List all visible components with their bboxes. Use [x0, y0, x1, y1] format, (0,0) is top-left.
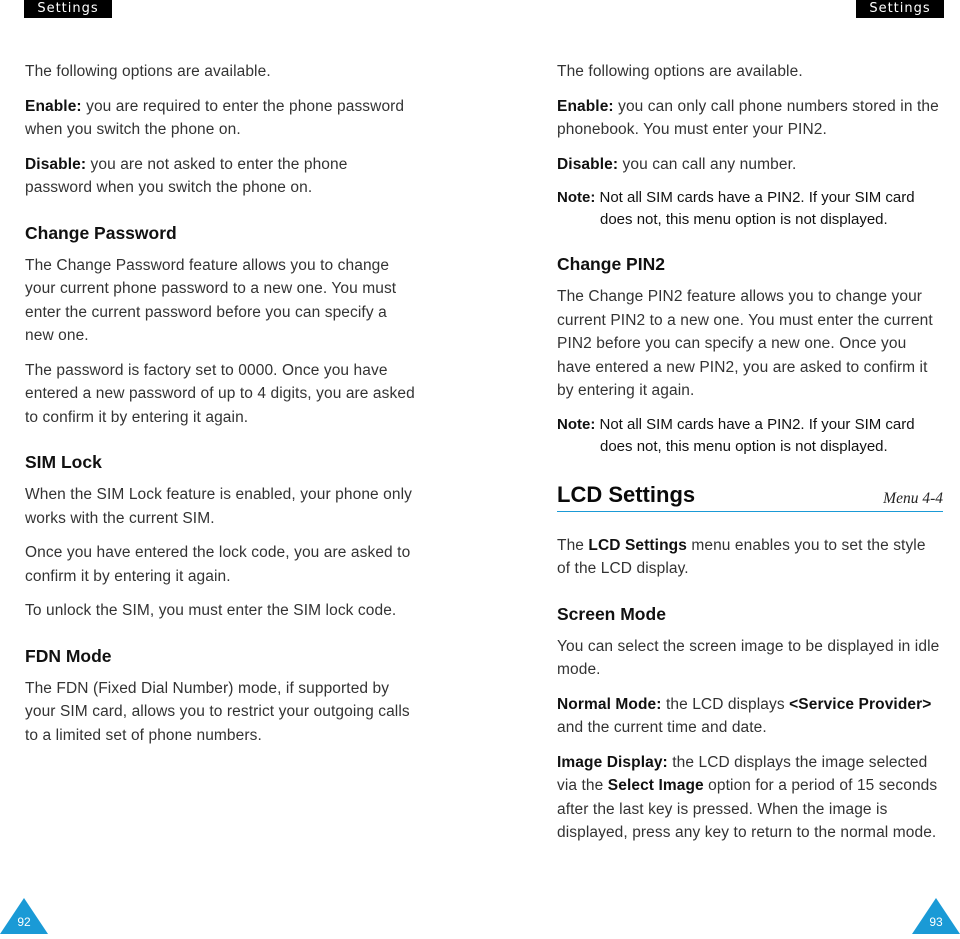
fdn-mode-heading: FDN Mode: [25, 645, 112, 666]
note-2-line-2: does not, this menu option is not displayed.: [600, 437, 888, 455]
normal-mode-text-post: and the current time and date.: [557, 719, 767, 736]
change-password-paragraph-1: The Change Password feature allows you to change your current phone password to a new one. You must enter the current password before you can specify a new one.: [25, 256, 397, 344]
lcd-menu-reference: Menu 4-4: [883, 489, 943, 507]
image-display-text-post: option for a period of 15 seconds after the last key is pressed. When the image is displayed, press any key to return to the normal mode.: [557, 777, 938, 841]
sim-lock-paragraph-3: To unlock the SIM, you must enter the SIM lock code.: [25, 602, 397, 619]
left-intro: The following options are available.: [25, 63, 271, 80]
image-display-option: [557, 751, 943, 845]
sim-lock-paragraph-1: When the SIM Lock feature is enabled, your phone only works with the current SIM.: [25, 486, 413, 527]
left-enable-option: [25, 95, 415, 142]
lcd-intro-bold: LCD Settings: [588, 536, 687, 554]
left-page-number-marker: [0, 898, 48, 934]
normal-mode-bold: <Service Provider>: [789, 695, 932, 713]
right-disable-label: Disable:: [557, 155, 619, 173]
normal-mode-label: Normal Mode:: [557, 695, 662, 713]
note-1-line-2: does not, this menu option is not displayed.: [600, 211, 888, 228]
change-password-heading: Change Password: [25, 222, 177, 243]
right-intro: The following options are available.: [557, 63, 803, 80]
note-1-label: Note:: [557, 189, 596, 206]
lcd-settings-section-header: [557, 482, 943, 512]
lcd-intro-post: menu enables you to set the style of the LCD display.: [557, 536, 926, 577]
image-display-text-pre: the LCD displays the image selected via the: [557, 753, 928, 794]
right-disable-text: you can call any number.: [618, 155, 797, 173]
change-password-paragraph-2: The password is factory set to 0000. Once you have entered a new password of up to 4 digits, you are asked to confirm it by entering it again.: [25, 361, 415, 426]
left-page-number: 92: [17, 915, 31, 929]
lcd-intro: [557, 534, 943, 581]
right-page-number-marker: [912, 898, 960, 934]
normal-mode-text-pre: the LCD displays: [661, 695, 790, 713]
image-display-label: Image Display:: [557, 753, 668, 771]
left-disable-text: you are not asked to enter the phone password when you switch the phone on.: [25, 155, 348, 196]
left-disable-option: [25, 153, 415, 200]
screen-mode-heading: Screen Mode: [557, 603, 666, 624]
change-pin2-paragraph: The Change PIN2 feature allows you to change your current PIN2 to a new one. You must enter the current PIN2 before you can specify a new one. Once you have entered a new PIN2, you are asked to confirm it by entering it again.: [557, 288, 933, 399]
lcd-settings-title: LCD Settings: [557, 481, 696, 507]
screen-mode-paragraph: You can select the screen image to be displayed in idle mode.: [557, 637, 940, 678]
pin2-note-1: [557, 187, 943, 231]
right-enable-text: you can only call phone numbers stored in the phonebook. You must enter your PIN2.: [557, 97, 939, 138]
right-page-number: 93: [929, 915, 943, 929]
fdn-mode-paragraph: The FDN (Fixed Dial Number) mode, if supported by your SIM card, allows you to restrict your outgoing calls to a limited set of phone numbers.: [25, 679, 410, 744]
right-enable-label: Enable:: [557, 97, 614, 115]
image-display-bold: Select Image: [607, 777, 704, 794]
left-page-column: [25, 60, 415, 758]
note-2-label: Note:: [557, 415, 596, 433]
left-enable-text: you are required to enter the phone password when you switch the phone on.: [25, 97, 405, 138]
pin2-note-2: [557, 414, 943, 458]
note-2-line-1: Not all SIM cards have a PIN2. If your SIM card: [595, 415, 915, 433]
left-enable-label: Enable:: [25, 97, 82, 115]
sim-lock-paragraph-2: Once you have entered the lock code, you are asked to confirm it by entering it again.: [25, 544, 411, 585]
sim-lock-heading: SIM Lock: [25, 452, 102, 472]
right-disable-option: [557, 153, 943, 177]
change-pin2-heading: Change PIN2: [557, 254, 665, 274]
lcd-intro-pre: The: [557, 536, 589, 554]
right-enable-option: [557, 95, 943, 142]
note-1-line-1: Not all SIM cards have a PIN2. If your SIM card: [595, 189, 915, 206]
right-page-column: [557, 60, 943, 856]
normal-mode-option: [557, 693, 943, 740]
section-tab-left: Settings: [24, 0, 112, 18]
left-disable-label: Disable:: [25, 155, 87, 173]
section-tab-right: Settings: [856, 0, 944, 18]
